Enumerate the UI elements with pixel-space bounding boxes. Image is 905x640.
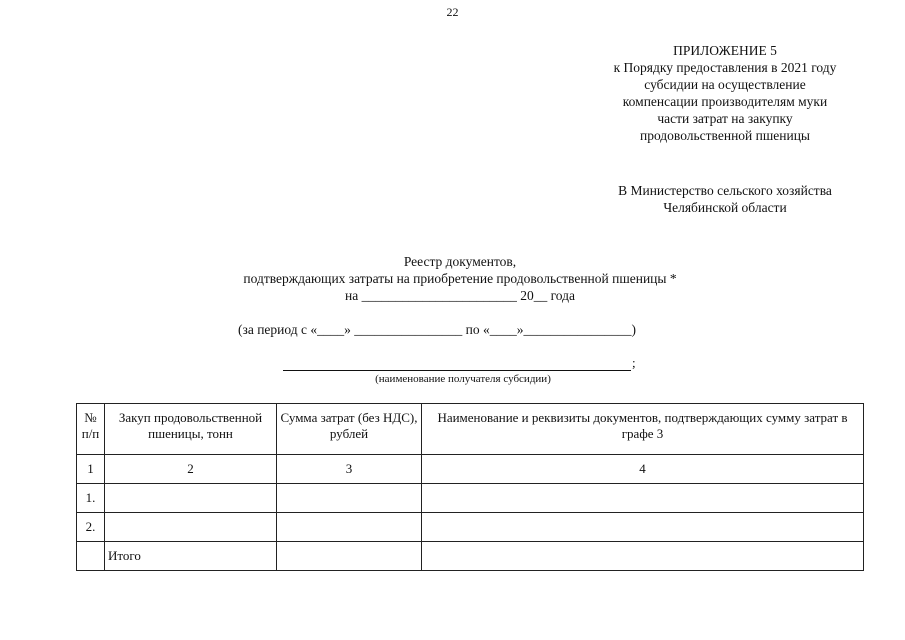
documents-table [76,403,864,571]
appendix-header [560,42,890,144]
cost-cell [277,484,422,513]
table-row [77,484,864,513]
period-line: (за период с «____» ________________ по «____»________________) [238,322,636,337]
recipient-name-caption: (наименование получателя субсидии) [375,373,551,385]
cost-cell [277,542,422,571]
appendix-line: части затрат на закупку [657,111,793,126]
appendix-line: к Порядку предоставления в 2021 году [613,60,837,75]
row-number [77,542,105,571]
row-number: 1. [77,484,105,513]
header-purchase: Закуп продовольственной пшеницы, тонн [105,404,277,455]
table-header-row [77,404,864,455]
recipient-name-semicolon: ; [632,355,636,370]
total-label: Итого [105,542,277,571]
registry-title-line: Реестр документов, [403,254,517,269]
documents-cell [422,513,864,542]
column-number: 4 [422,455,864,484]
column-number-row [77,455,864,484]
header-documents: Наименование и реквизиты документов, подтверждающих сумму затрат в графе 3 [422,404,864,455]
row-number: 2. [77,513,105,542]
addressee [580,182,870,216]
header-cost: Сумма затрат (без НДС), рублей [277,404,422,455]
registry-title [140,253,780,304]
cost-cell [277,513,422,542]
appendix-line: продовольственной пшеницы [639,128,811,143]
appendix-line: субсидии на осуществление [644,77,806,92]
addressee-line: Челябинской области [663,200,787,215]
registry-title-line: подтверждающих затраты на приобретение продовольственной пшеницы * [243,271,677,286]
purchase-cell [105,513,277,542]
recipient-name-blank [283,370,631,371]
table-row [77,513,864,542]
addressee-line: В Министерство сельского хозяйства [618,183,832,198]
registry-date-line: на _______________________ 20__ года [344,288,575,303]
column-number: 2 [105,455,277,484]
header-number: № п/п [77,404,105,455]
documents-cell [422,542,864,571]
column-number: 3 [277,455,422,484]
appendix-line: компенсации производителям муки [622,94,828,109]
page-number: 22 [446,5,459,19]
total-row [77,542,864,571]
column-number: 1 [77,455,105,484]
purchase-cell [105,484,277,513]
documents-cell [422,484,864,513]
appendix-title: ПРИЛОЖЕНИЕ 5 [673,43,777,58]
